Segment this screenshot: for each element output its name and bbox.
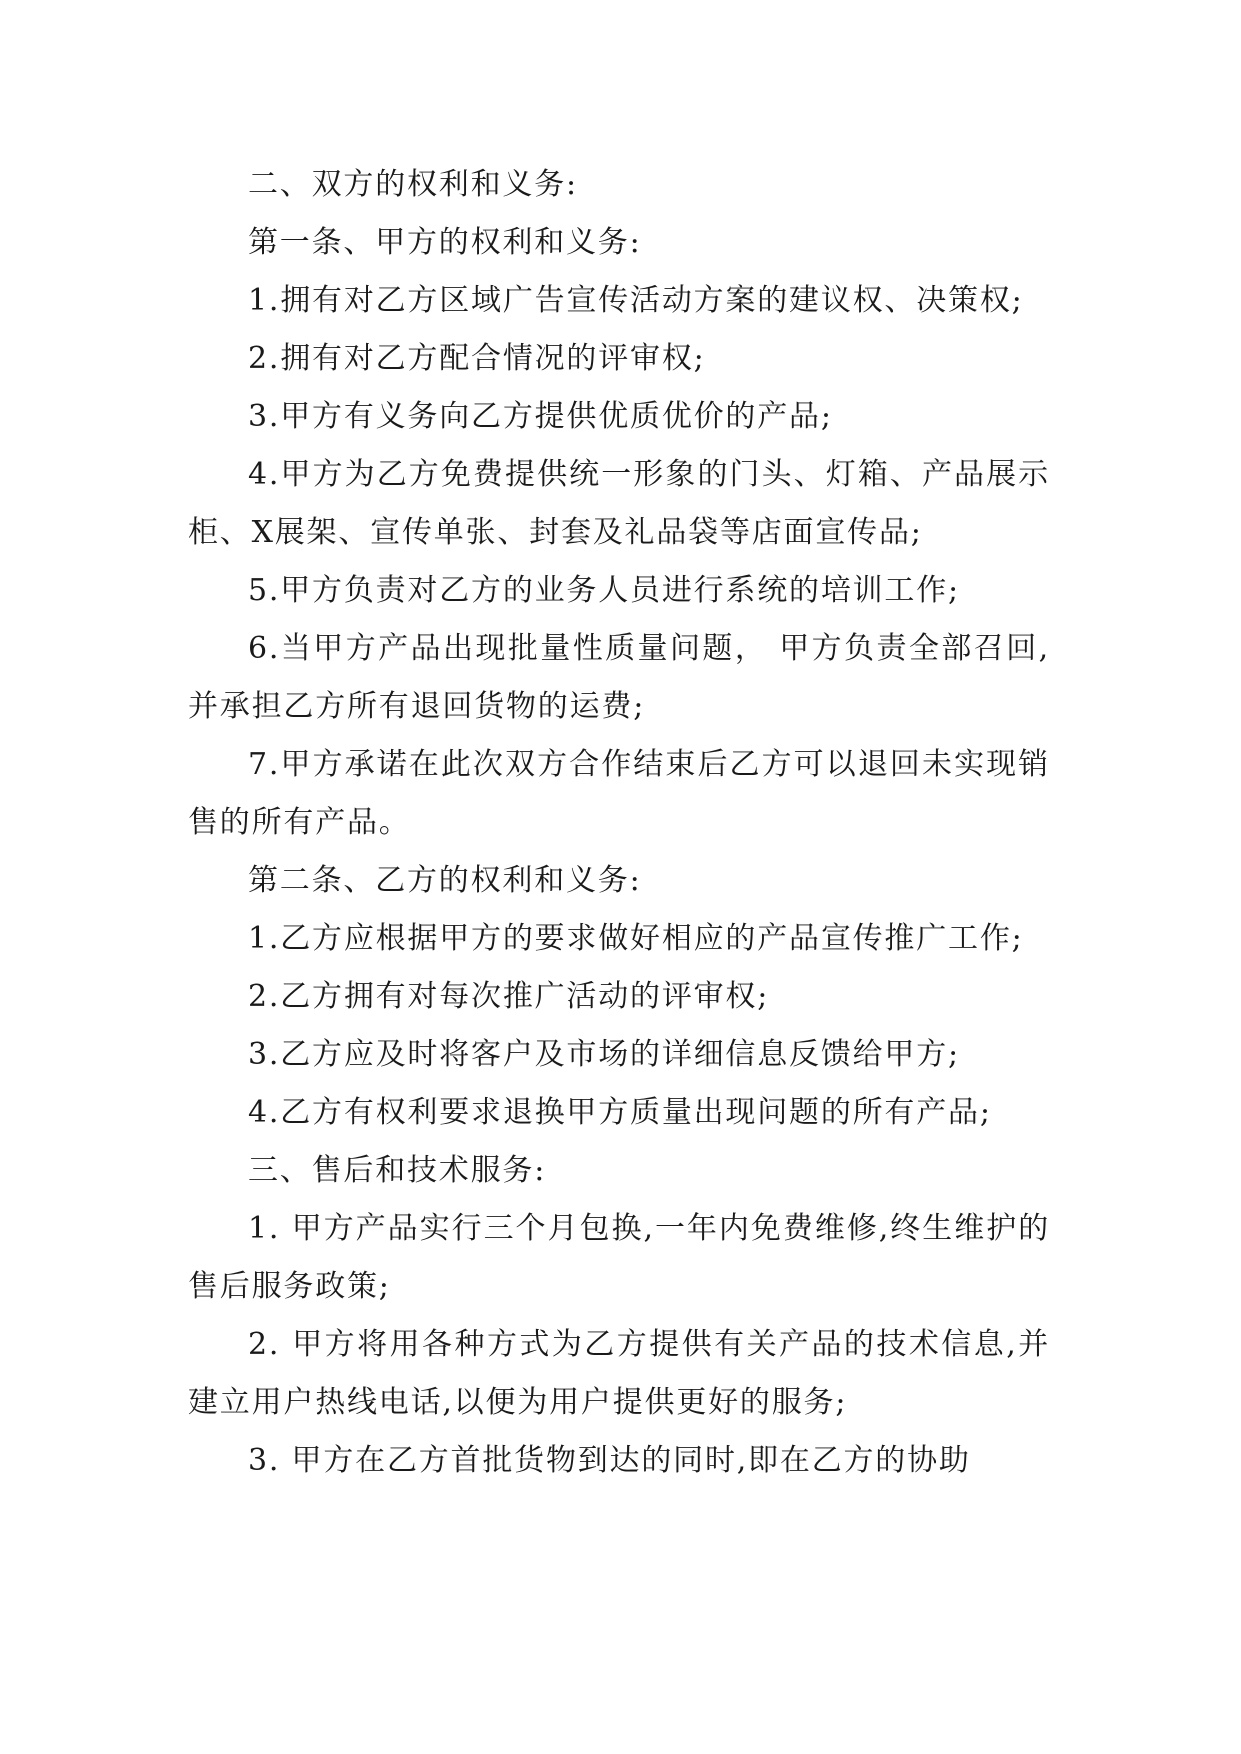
article-heading: 第二条、乙方的权利和义务: [248, 863, 642, 898]
section-heading: 二、双方的权利和义务: [248, 167, 578, 202]
section-heading: 三、售后和技术服务: [248, 1153, 547, 1188]
clause: 1. 甲方产品实行三个月包换,一年内免费维修,终生维护的售后服务政策; [188, 1211, 1050, 1304]
clause: 6.当甲方产品出现批量性质量问题， 甲方负责全部召回,并承担乙方所有退回货物的运费; [188, 631, 1050, 724]
clause: 4.乙方有权利要求退换甲方质量出现问题的所有产品; [248, 1095, 992, 1130]
clause: 7.甲方承诺在此次双方合作结束后乙方可以退回未实现销售的所有产品。 [188, 747, 1050, 840]
clause: 3.甲方有义务向乙方提供优质优价的产品; [248, 399, 833, 434]
clause: 1.乙方应根据甲方的要求做好相应的产品宣传推广工作; [248, 921, 1024, 956]
clause: 5.甲方负责对乙方的业务人员进行系统的培训工作; [248, 573, 960, 608]
clause: 2.拥有对乙方配合情况的评审权; [248, 341, 706, 376]
document-body [188, 156, 1050, 1490]
clause: 2.乙方拥有对每次推广活动的评审权; [248, 979, 770, 1014]
clause: 1.拥有对乙方区域广告宣传活动方案的建议权、决策权; [248, 283, 1024, 318]
article-heading: 第一条、甲方的权利和义务: [248, 225, 642, 260]
clause: 2. 甲方将用各种方式为乙方提供有关产品的技术信息,并建立用户热线电话,以便为用户提供更好的服务; [188, 1327, 1050, 1420]
clause: 3.乙方应及时将客户及市场的详细信息反馈给甲方; [248, 1037, 960, 1072]
clause: 3. 甲方在乙方首批货物到达的同时,即在乙方的协助 [248, 1443, 971, 1478]
clause: 4.甲方为乙方免费提供统一形象的门头、灯箱、产品展示柜、X展架、宣传单张、封套及礼品袋等店面宣传品; [188, 457, 1050, 550]
